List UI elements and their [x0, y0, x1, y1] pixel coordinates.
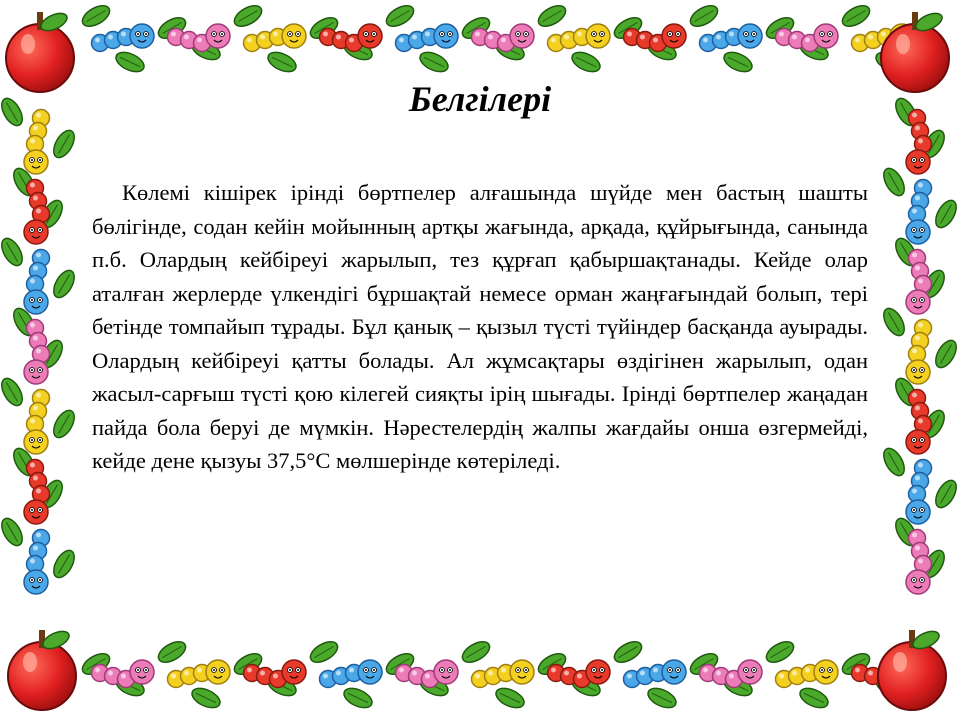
caterpillar-head-icon: [24, 500, 48, 524]
caterpillar-head-icon: [282, 24, 306, 48]
caterpillar-head-icon: [24, 150, 48, 174]
caterpillar-head-icon: [906, 570, 930, 594]
apple-icon: [8, 628, 76, 710]
caterpillar-head-icon: [510, 24, 534, 48]
caterpillar-head-icon: [586, 24, 610, 48]
apple-icon: [878, 628, 946, 710]
leaf-icon: [0, 235, 26, 269]
caterpillar-head-icon: [738, 24, 762, 48]
caterpillar-head-icon: [24, 290, 48, 314]
caterpillar-head-icon: [906, 430, 930, 454]
caterpillar-head-icon: [662, 24, 686, 48]
caterpillar-head-icon: [738, 660, 762, 684]
caterpillar-head-icon: [586, 660, 610, 684]
caterpillar-head-icon: [906, 360, 930, 384]
caterpillar-head-icon: [906, 150, 930, 174]
leaf-icon: [0, 515, 26, 549]
caterpillar-head-icon: [24, 360, 48, 384]
caterpillar-head-icon: [434, 660, 458, 684]
caterpillar-head-icon: [206, 24, 230, 48]
caterpillar-head-icon: [358, 660, 382, 684]
caterpillar-head-icon: [510, 660, 534, 684]
caterpillar-head-icon: [906, 500, 930, 524]
slide-title: Белгілері: [408, 79, 552, 119]
caterpillar-head-icon: [814, 660, 838, 684]
caterpillar-head-icon: [906, 290, 930, 314]
caterpillar-head-icon: [358, 24, 382, 48]
caterpillar-head-icon: [130, 660, 154, 684]
leaf-icon: [0, 375, 26, 409]
caterpillar-head-icon: [24, 430, 48, 454]
caterpillar-head-icon: [906, 220, 930, 244]
caterpillar-head-icon: [282, 660, 306, 684]
caterpillar-head-icon: [662, 660, 686, 684]
caterpillar-head-icon: [130, 24, 154, 48]
caterpillar-head-icon: [24, 570, 48, 594]
caterpillar-head-icon: [24, 220, 48, 244]
body-paragraph: Көлемі кішірек ірінді бөртпелер алғашында шүйде мен бастың шашты бөлігінде, содан кейін мойынның артқы жағында, арқада, құйрығында, санында п.б. Олардың кейбіреуі жарылып, тез құрғап қабыршақтанады. Кейде олар аталған жерлерде үлкендігі бұршақтай немесе орман жаңғағындай болып, тері бетінде томпайып тұрады. Бұл қанық – қызыл түсті түйіндер басқанда ауырады. Олардың кейбіреуі қатты болады. Ал жұмсақтары өздігінен жарылып, одан жасыл-сарғыш түсті қою кілегей сияқты ірің шығады. Ірінді бөртпелер жаңадан пайда бола беруі де мүмкін. Нәрестелердің жалпы жағдайы онша өзгермейді, кейде дене қызуы 37,5°C мөлшерінде көтеріледі.: [92, 180, 868, 473]
caterpillar-head-icon: [434, 24, 458, 48]
caterpillar-head-icon: [814, 24, 838, 48]
caterpillar-head-icon: [206, 660, 230, 684]
